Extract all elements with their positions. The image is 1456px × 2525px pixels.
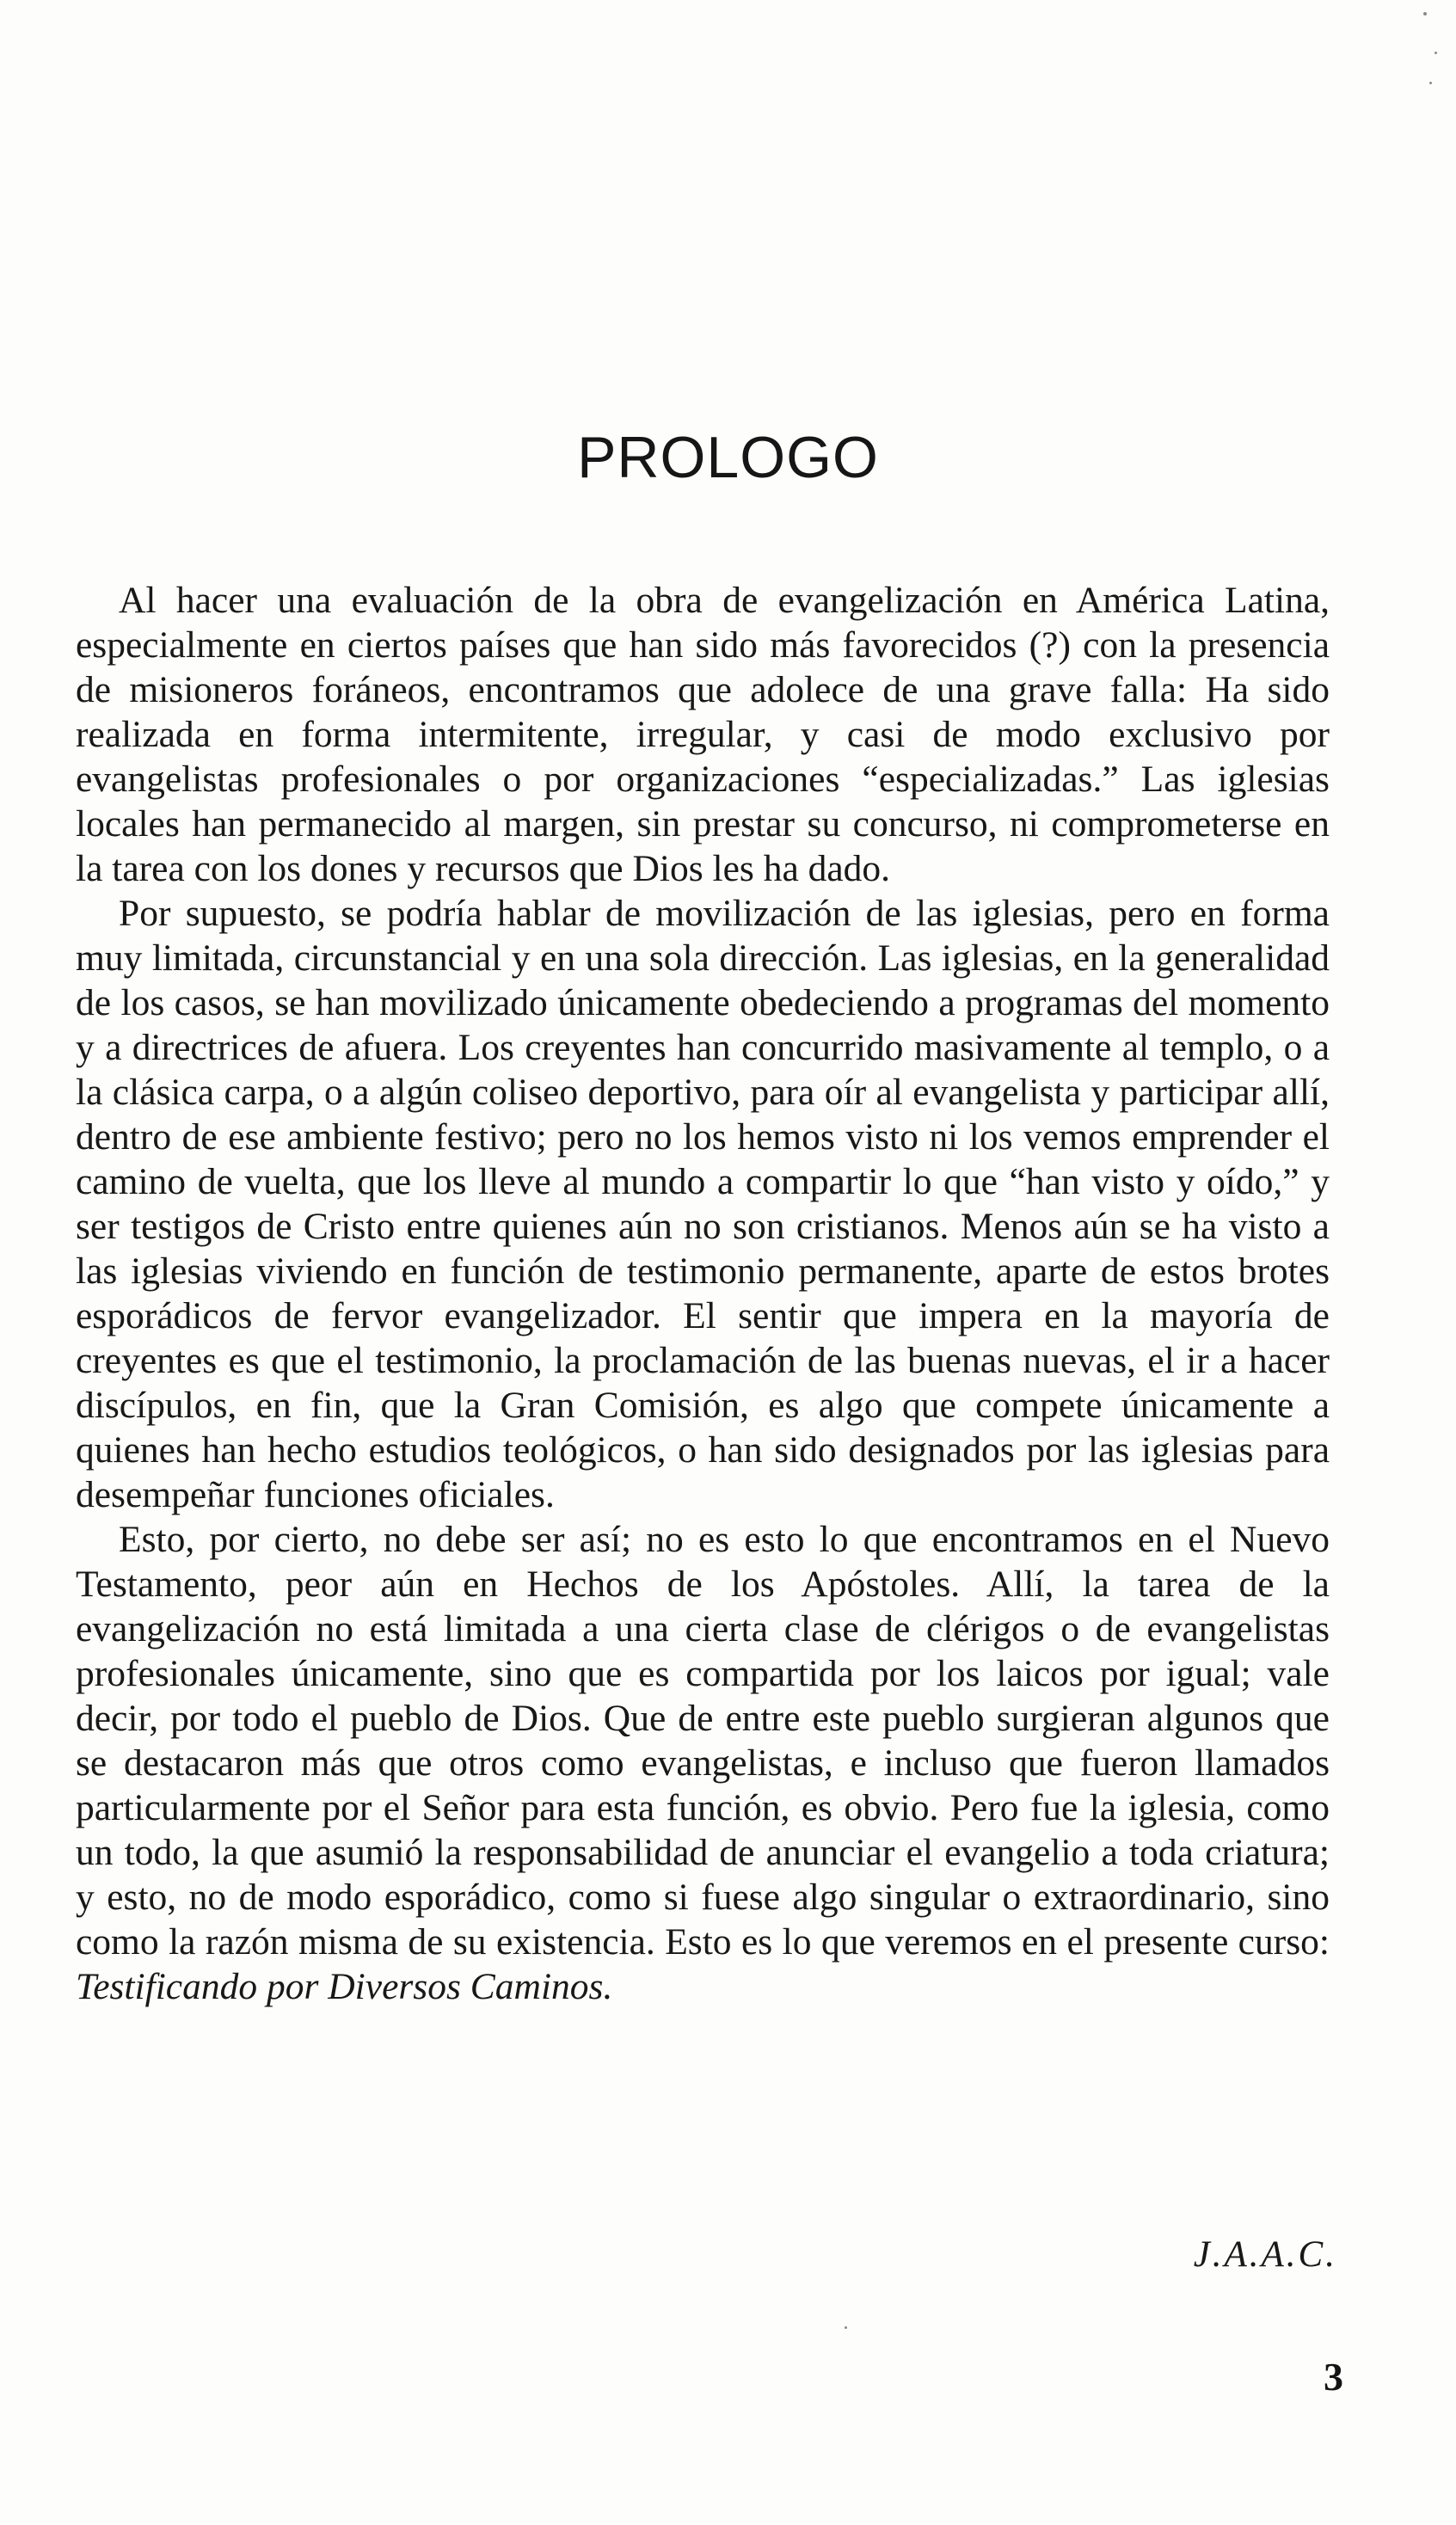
paragraph-3 xyxy=(76,1517,1330,2009)
page-number: 3 xyxy=(1324,2355,1343,2399)
print-speck xyxy=(1423,12,1427,15)
paragraph-1: Al hacer una evaluación de la obra de evangelización en América Latina, especialmente en ciertos países que han sido más favorecidos (?) con la presencia de misioneros foráneos, encontramos que adolece de una grave falla: Ha sido realizada en forma intermitente, irregular, y casi de modo exclusivo por evangelistas profesionales o por organizaciones “especializadas.” Las iglesias locales han permanecido al margen, sin prestar su concurso, ni comprometerse en la tarea con los dones y recursos que Dios les ha dado. xyxy=(76,580,1330,889)
print-speck xyxy=(1429,82,1432,84)
print-speck xyxy=(1434,52,1437,54)
page-title: PROLOGO xyxy=(577,425,879,490)
course-title: Testificando por Diversos Caminos. xyxy=(76,1966,613,2007)
prologue-body xyxy=(76,578,1330,2009)
paragraph-2: Por supuesto, se podría hablar de movilización de las iglesias, pero en forma muy limitada, circunstancial y en una sola dirección. Las iglesias, en la generalidad de los casos, se han movilizado únicamente obedeciendo a programas del momento y a directrices de afuera. Los creyentes han concurrido masivamente al templo, o a la clásica carpa, o a algún coliseo deportivo, para oír al evangelista y participar allí, dentro de ese ambiente festivo; pero no los hemos visto ni los vemos emprender el camino de vuelta, que los lleve al mundo a compartir lo que “han visto y oído,” y ser testigos de Cristo entre quienes aún no son cristianos. Menos aún se ha visto a las iglesias viviendo en función de testimonio permanente, aparte de estos brotes esporádicos de fervor evangelizador. El sentir que impera en la mayoría de creyentes es que el testimonio, la proclamación de las buenas nuevas, el ir a hacer discípulos, en fin, que la Gran Comisión, es algo que compete únicamente a quienes han hecho estudios teológicos, o han sido designados por las iglesias para desempeñar funciones oficiales. xyxy=(76,893,1330,1515)
author-initials: J.A.A.C. xyxy=(1193,2234,1337,2275)
paragraph-3-text: Esto, por cierto, no debe ser así; no es esto lo que encontramos en el Nuevo Testamento, peor aún en Hechos de los Apóstoles. Allí, la tarea de la evangelización no está limitada a una cierta clase de clérigos o de evangelistas profesionales únicamente, sino que es compartida por los laicos por igual; vale decir, por todo el pueblo de Dios. Que de entre este pueblo surgieran algunos que se destacaron más que otros como evangelistas, e incluso que fueron llamados particularmente por el Señor para esta función, es obvio. Pero fue la iglesia, como un todo, la que asumió la responsabilidad de anunciar el evangelio a toda criatura; y esto, no de modo esporádico, como si fuese algo singular o extraordinario, sino como la razón misma de su existencia. Esto es lo que veremos en el presente curso: xyxy=(76,1519,1330,1963)
print-speck xyxy=(845,2326,847,2329)
